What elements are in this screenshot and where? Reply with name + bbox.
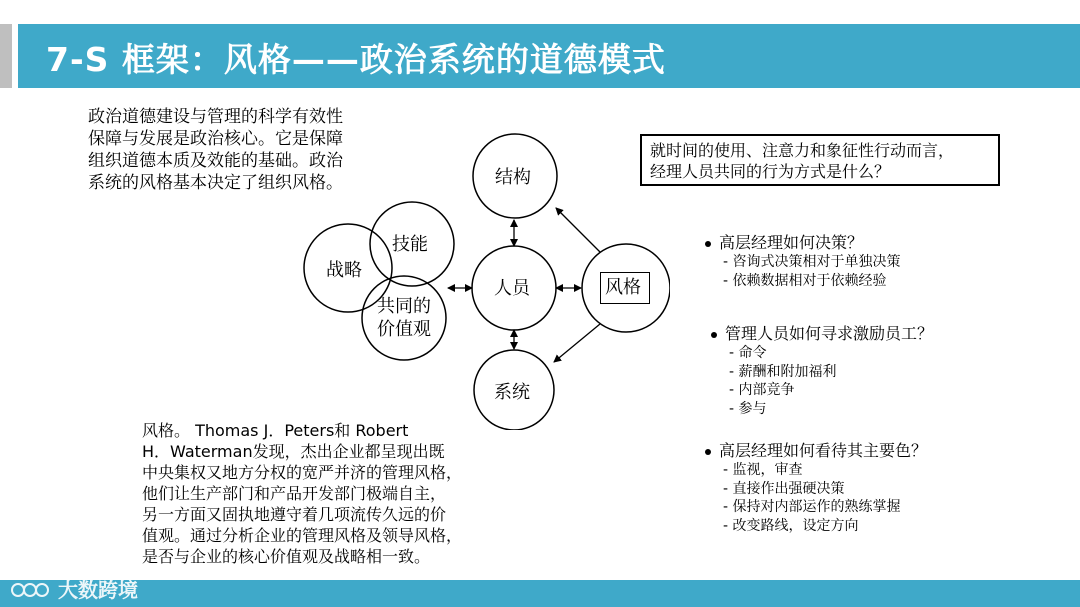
question-item: - 直接作出强硬决策 (723, 480, 845, 497)
structure-label: 结构 (495, 167, 531, 188)
bullet-icon (705, 449, 711, 455)
style-label: 风格 (605, 277, 641, 298)
description-line: 他们让生产部门和产品开发部门极端自主， (142, 484, 447, 503)
question-item: - 命令 (729, 345, 767, 361)
slide-title: 7-S 框架：风格——政治系统的道德模式 (46, 40, 666, 79)
question-item: - 保持对内部运作的熟练掌握 (723, 499, 901, 515)
shared-values-label-1: 共同的 (377, 296, 431, 317)
description-line: H．Waterman发现，杰出企业都呈现出既 (142, 442, 445, 461)
question-line: 经理人员共同的行为方式是什么？ (650, 162, 891, 181)
skills-label: 技能 (392, 234, 428, 255)
question-title-text: 管理人员如何寻求激励员工？ (725, 324, 934, 343)
question-block-role (705, 441, 1025, 535)
question-item: - 内部竞争 (729, 382, 795, 398)
title-accent-bar (0, 24, 12, 88)
question-box (640, 134, 1000, 186)
strategy-label: 战略 (326, 260, 362, 281)
question-block-decision (705, 233, 1025, 290)
systems-label: 系统 (494, 382, 530, 403)
staff-label: 人员 (494, 278, 530, 299)
question-item: - 参与 (729, 400, 767, 417)
question-title-text: 高层经理如何决策？ (719, 233, 864, 252)
question-item: - 改变路线，设定方向 (723, 517, 859, 534)
watermark-logo-icon (10, 578, 52, 600)
arrow-style-structure (556, 208, 600, 252)
question-block-motivation (705, 324, 1025, 418)
bullet-icon (705, 241, 711, 247)
description-line: 中央集权又地方分权的宽严并济的管理风格， (142, 463, 463, 482)
title-bar (18, 24, 1080, 88)
question-title (705, 233, 1025, 253)
description-line: 另一方面又固执地遵守着几项流传久远的价 (142, 505, 447, 524)
description-line: 风格。 Thomas J．Peters和 Robert (142, 421, 409, 440)
question-title (705, 324, 1025, 344)
seven-s-diagram (290, 100, 670, 430)
intro-line: 政治道德建设与管理的科学有效性 (88, 107, 343, 127)
intro-line: 保障与发展是政治核心。它是保障 (88, 129, 343, 149)
watermark-text: 大数跨境 (58, 578, 138, 602)
footer-bar (0, 580, 1080, 607)
intro-line: 系统的风格基本决定了组织风格。 (88, 173, 343, 193)
description-line: 值观。通过分析企业的管理风格及领导风格， (142, 526, 463, 545)
question-item: - 依赖数据相对于依赖经验 (723, 272, 887, 289)
watermark (10, 574, 138, 603)
arrow-style-systems (554, 324, 600, 362)
question-item: - 咨询式决策相对于单独决策 (723, 254, 901, 270)
style-description (142, 420, 512, 567)
intro-line: 组织道德本质及效能的基础。政治 (88, 151, 343, 171)
shared-values-circle (362, 276, 446, 360)
bullet-icon (711, 332, 717, 338)
shared-values-label-2: 价值观 (377, 319, 431, 340)
question-title (705, 441, 1025, 461)
question-item: - 监视，审查 (723, 462, 803, 478)
question-title-text: 高层经理如何看待其主要色？ (719, 441, 928, 460)
description-line: 是否与企业的核心价值观及战略相一致。 (142, 547, 431, 566)
question-item: - 薪酬和附加福利 (729, 363, 837, 380)
question-line: 就时间的使用、注意力和象征性行动而言， (650, 141, 955, 160)
